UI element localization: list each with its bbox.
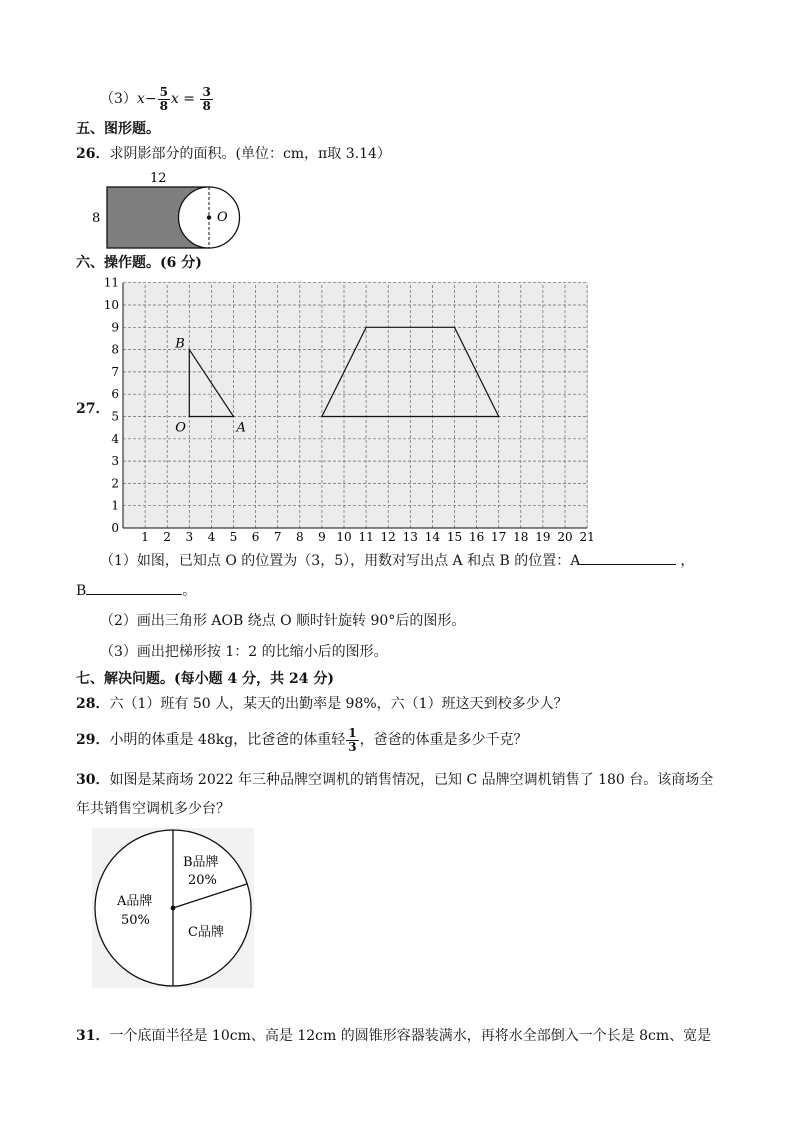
x-tick-label: 15: [446, 530, 463, 542]
part1-end: 。: [182, 583, 197, 599]
equation-q25-3: [100, 85, 214, 113]
x-tick-label: 14: [424, 530, 441, 542]
part1-b-label: B: [76, 583, 87, 599]
y-tick-label: 9: [111, 320, 119, 335]
y-tick-label: 0: [111, 521, 119, 535]
var-x: x: [136, 91, 145, 107]
x-tick-label: 6: [251, 530, 260, 542]
question-number: 29．: [76, 732, 110, 748]
pie-chart: [92, 828, 254, 988]
y-tick-label: 4: [111, 431, 119, 446]
grid-background: [123, 282, 588, 528]
question-26: [76, 145, 391, 163]
question-text-a: 小明的体重是 48kg，比爸爸的体重轻: [109, 732, 346, 748]
fraction-5-8: $\frac{5}{8}$: [159, 84, 168, 113]
question-27-number: 27．: [76, 401, 110, 417]
part1-comma: ，: [680, 553, 695, 569]
x-tick-label: 19: [535, 530, 551, 542]
question-number: 28．: [76, 696, 110, 712]
center-label: O: [217, 210, 228, 225]
x-tick-label: 5: [229, 530, 238, 542]
label-brand-a: A品牌: [117, 894, 153, 909]
y-tick-label: 5: [111, 409, 119, 424]
x-tick-label: 3: [185, 530, 194, 542]
x-tick-label: 2: [163, 530, 172, 542]
section-5-title: 五、图形题。: [76, 121, 160, 137]
x-tick-label: 12: [380, 530, 396, 542]
coordinate-grid: [100, 272, 600, 542]
x-tick-label: 4: [207, 530, 216, 542]
part1-text: （1）如图，已知点 O 的位置为（3，5），用数对写出点 A 和点 B 的位置：A: [100, 553, 581, 569]
equation-prefix: （3）: [100, 91, 137, 107]
q27-part1-b: [76, 582, 196, 600]
y-tick-label: 10: [103, 298, 119, 312]
x-tick-label: 16: [468, 530, 485, 542]
width-label: 12: [150, 171, 167, 186]
fraction-3-8: $\frac{3}{8}$: [202, 84, 211, 113]
x-tick-label: 21: [579, 530, 595, 542]
x-tick-label: 10: [336, 530, 352, 542]
question-text: 求阴影部分的面积。(单位：cm，π取 3.14）: [109, 146, 391, 162]
question-31: [76, 1027, 711, 1045]
equals-sign: =: [178, 91, 200, 107]
y-tick-label: 6: [111, 387, 119, 402]
q26-figure: [80, 165, 250, 255]
x-tick-label: 20: [557, 530, 573, 542]
question-number: 26．: [76, 146, 110, 162]
x-tick-label: 17: [491, 530, 507, 542]
section-6-title: 六、操作题。(6 分): [76, 255, 202, 271]
section-7-title: 七、解决问题。(每小题 4 分，共 24 分): [76, 671, 334, 687]
x-tick-label: 11: [358, 530, 374, 542]
x-tick-label: 1: [141, 530, 149, 542]
question-text: 六（1）班有 50 人，某天的出勤率是 98%，六（1）班这天到校多少人？: [109, 696, 568, 712]
y-tick-label: 2: [111, 476, 119, 491]
y-tick-label: 11: [103, 275, 119, 290]
question-29: [76, 722, 528, 758]
label-pct-b: 20%: [188, 873, 217, 888]
answer-blank-b[interactable]: [86, 594, 182, 595]
point-o-label: O: [175, 420, 186, 436]
point-a-label: A: [236, 420, 246, 436]
point-b-label: B: [175, 336, 185, 352]
x-tick-label: 18: [513, 530, 529, 542]
q27-part3: （3）画出把梯形按 1：2 的比缩小后的图形。: [100, 644, 388, 660]
minus-sign: −: [144, 91, 157, 107]
question-text: 一个底面半径是 10cm、高是 12cm 的圆锥形容器装满水，再将水全部倒入一个长是 8cm、宽是: [109, 1028, 712, 1044]
fraction-1-3: $\frac{1}{3}$: [348, 725, 357, 754]
question-30: [76, 771, 713, 789]
q27-part1: [100, 552, 694, 570]
center-dot: [207, 215, 211, 219]
y-tick-label: 3: [111, 454, 119, 469]
x-tick-label: 13: [402, 530, 418, 542]
x-tick-label: 8: [295, 530, 304, 542]
question-text-line1: 如图是某商场 2022 年三种品牌空调机的销售情况，已知 C 品牌空调机销售了 180 台。该商场全: [109, 772, 714, 788]
y-tick-label: 8: [111, 342, 119, 357]
x-tick-label: 7: [273, 530, 282, 542]
pie-center-dot: [171, 906, 176, 911]
label-pct-a: 50%: [121, 913, 150, 928]
answer-blank-a[interactable]: [580, 564, 676, 565]
height-label: 8: [92, 211, 101, 226]
label-brand-c: C品牌: [188, 925, 224, 940]
y-tick-label: 1: [111, 498, 119, 513]
q27-part2: （2）画出三角形 AOB 绕点 O 顺时针旋转 90°后的图形。: [100, 613, 466, 629]
question-text-b: ，爸爸的体重是多少千克？: [359, 732, 528, 748]
question-28: [76, 695, 568, 713]
label-brand-b: B品牌: [183, 855, 219, 870]
question-number: 31．: [76, 1028, 110, 1044]
x-tick-label: 9: [318, 530, 326, 542]
y-tick-label: 7: [111, 364, 119, 379]
var-x: x: [170, 91, 179, 107]
question-number: 30．: [76, 772, 110, 788]
question-30-line2: 年共销售空调机多少台？: [76, 801, 230, 817]
